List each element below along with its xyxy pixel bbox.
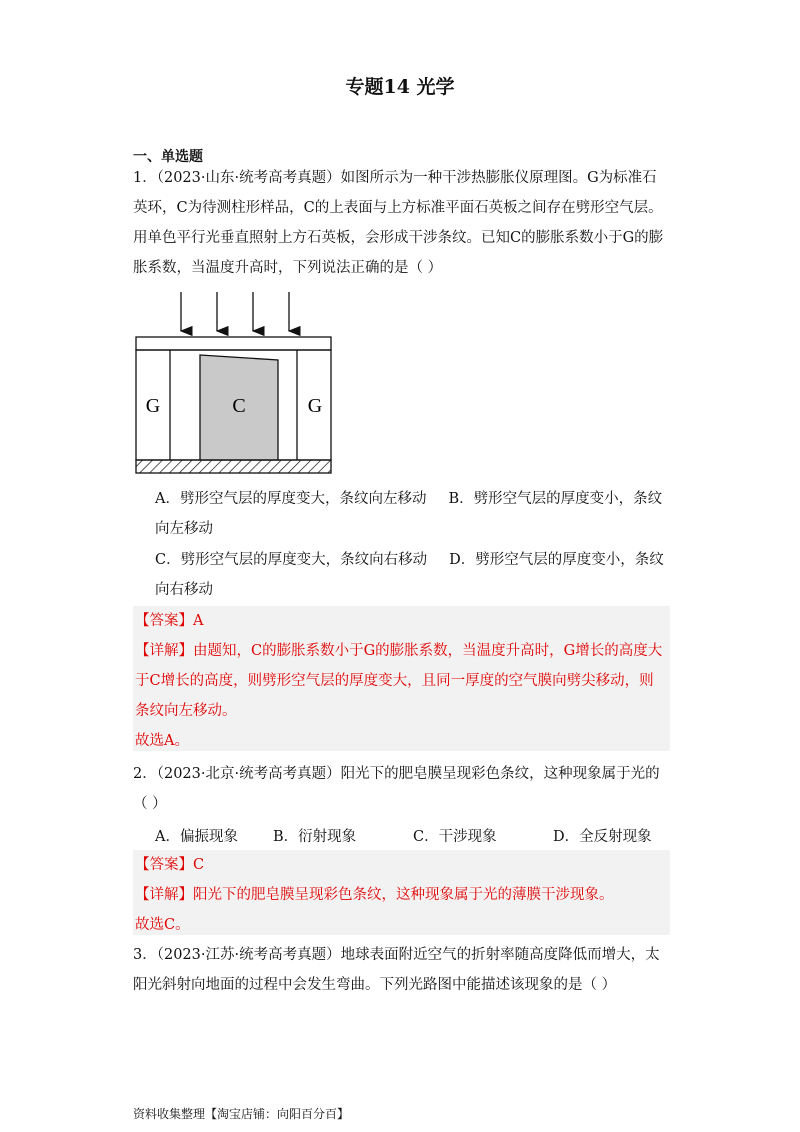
q2-answer: 【答案】C [135,857,205,873]
question-1-text: 1．（2023·山东·统考高考真题）如图所示为一种干涉热膨胀仪原理图。G为标准石英环，C为待测柱形样品，C的上表面与上方标准平面石英板之间存在劈形空气层。用单色平行光垂直照射上方石英板，会形成干涉条纹。已知C的膨胀系数小于G的膨胀系数，当温度升高时，下列说法正确的是（ ） [133,170,664,276]
q1-detail: 【详解】由题知，C的膨胀系数小于G的膨胀系数，当温度升高时，G增长的高度大于C增长的高度，则劈形空气层的厚度变大，且同一厚度的空气膜向劈尖移动，则条纹向左移动。 [135,643,663,719]
label-c: C [232,395,246,417]
question-3-text: 3．（2023·江苏·统考高考真题）地球表面附近空气的折射率随高度降低而增大，太阳光斜射向地面的过程中会发生弯曲。下列光路图中能描述该现象的是（ ） [133,947,660,993]
q2-answer-box [133,850,670,935]
q2-option-b[interactable]: B．衍射现象 [273,829,357,845]
quartz-plate [136,337,331,350]
q1-conclusion: 故选A。 [135,733,189,749]
label-g-left: G [145,395,161,417]
q2-option-a[interactable]: A．偏振现象 [155,829,238,845]
page-title: 专题14 光学 [345,76,455,98]
section-heading: 一、单选题 [133,149,203,165]
q2-conclusion: 故选C。 [135,917,190,933]
label-g-right: G [307,395,323,417]
q1-options-row1 [155,484,670,544]
hatched-base [136,460,331,473]
q1-option-b[interactable]: B．劈形空气层的厚度变小，条纹向左移动 [155,491,663,537]
q2-detail: 【详解】阳光下的肥皂膜呈现彩色条纹，这种现象属于光的薄膜干涉现象。 [135,887,614,903]
question-2-text: 2．（2023·北京·统考高考真题）阳光下的肥皂膜呈现彩色条纹，这种现象属于光的（ ） [133,766,660,812]
q1-option-a[interactable]: A．劈形空气层的厚度变大，条纹向左移动 [155,491,427,507]
q1-option-d[interactable]: D．劈形空气层的厚度变小，条纹向右移动 [155,552,664,598]
q2-option-c[interactable]: C．干涉现象 [413,829,497,845]
footer-source: 资料收集整理【淘宝店铺：向阳百分百】 [133,1107,350,1121]
q1-option-c[interactable]: C．劈形空气层的厚度变大，条纹向右移动 [155,552,428,568]
q1-answer-box [133,606,670,751]
q1-answer: 【答案】A [135,613,204,629]
q2-option-d[interactable]: D．全反射现象 [553,829,652,845]
interferometer-figure [134,290,334,475]
q1-options-row2 [155,545,670,605]
